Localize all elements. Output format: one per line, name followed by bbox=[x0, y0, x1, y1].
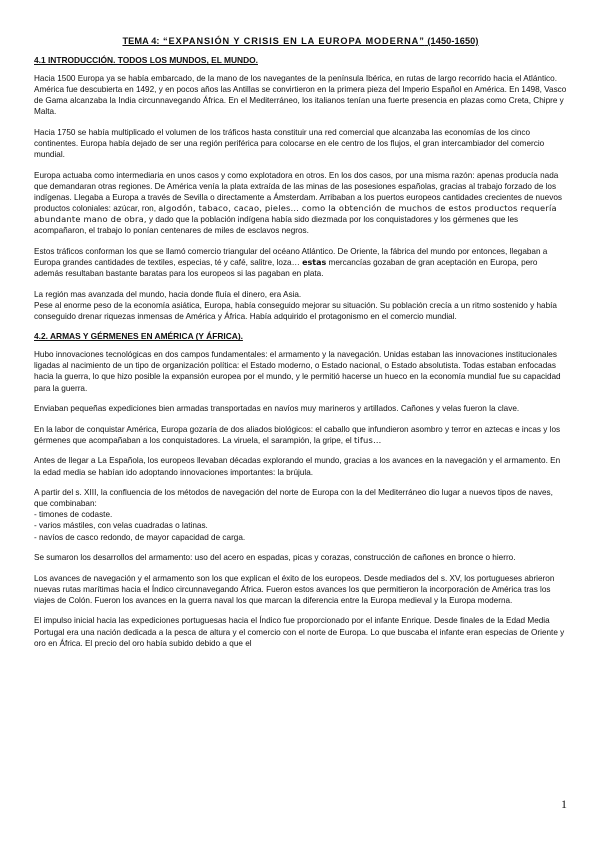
paragraph: A partir del s. XIII, la confluencia de los métodos de navegación del norte de Europa con la del Mediterráneo dio lugar a nuevos tipos de naves, que combinaban: bbox=[34, 488, 553, 509]
paragraph: El impulso inicial hacia las expediciones portuguesas hacia el Índico fue proporcionado por el infante Enrique. Desde finales de la Edad Media Portugal era una nación dedicada a la pesca de altura y el comercio con el norte de Europa. Lo que buscaba el infante eran especias de Oriente y oro en África. El precio del oro había subido debido a que el bbox=[34, 616, 565, 648]
list-item: - navíos de casco redondo, de mayor capacidad de carga. bbox=[34, 532, 246, 542]
title-years: (1450-1650) bbox=[424, 36, 479, 46]
paragraph: Enviaban pequeñas expediciones bien armadas transportadas en navíos muy marineros y artillados. Cañones y velas fueron la clave. bbox=[34, 404, 520, 414]
paragraph-text: tifus… bbox=[353, 434, 382, 445]
paragraph bbox=[34, 424, 567, 446]
section-heading-4-1: 4.1 INTRODUCCIÓN. TODOS LOS MUNDOS, EL MUNDO. bbox=[34, 55, 258, 65]
paragraph: La región mas avanzada del mundo, hacia donde fluía el dinero, era Asia. bbox=[34, 289, 302, 299]
title-main: “EXPANSIÓN Y CRISIS EN LA EUROPA MODERNA” bbox=[159, 36, 425, 46]
list-item: - varios mástiles, con velas cuadradas o latinas. bbox=[34, 521, 208, 531]
title-prefix: TEMA 4: bbox=[122, 36, 160, 46]
paragraph-text: En la labor de conquistar América, Europa gozaría de dos aliados biológicos: el caballo que infundieron asombro y terror en aztecas e incas y los gérmenes que acompañaban a los conquistadores. La viruela, el sarampión, la gripe, el bbox=[34, 424, 561, 445]
paragraph-text: y dado que la población indígena había sido diezmada por los conquistadores y los gérmenes que les acompañaron, el trabajo lo ponían centenares de miles de esclavos negros. bbox=[34, 215, 519, 236]
page-number: 1 bbox=[561, 797, 567, 811]
paragraph-text: mercancías gozaban de gran aceptación en Europa, pero además resultaban bastante baratas para los europeos si las pagaban en plata. bbox=[34, 257, 538, 278]
paragraph-text: algodón, tabaco, cacao, pieles… como la obtención de muchos de estos productos requería abundante mano de obra, bbox=[34, 202, 557, 225]
paragraph: Hacia 1500 Europa ya se había embarcado, de la mano de los navegantes de la península Ibérica, en rutas de largo recorrido hacia el Atlántico. América fue descubierta en 1492, y en pocos años las Antillas se convirtieron en la primera pieza del Imperio Español en América. En 1498, Vasco de Gama alcanzaba la India circunnavegando África. En el Mediterráneo, los italianos tenían una fuerte presencia en plazas como Creta, Chipre y Malta. bbox=[34, 74, 567, 117]
section-heading-4-2: 4.2. ARMAS Y GÉRMENES EN AMÉRICA (Y ÁFRICA). bbox=[34, 331, 243, 342]
paragraph: Pese al enorme peso de la economía asiática, Europa, había conseguido mejorar su situación. Su población crecía a un ritmo sostenido y había conseguido drenar riquezas inmensas de América y África. Había adquirido el protagonismo en el comercio mundial. bbox=[34, 300, 557, 321]
paragraph-text: Estos tráficos conforman los que se llamó comercio triangular del océano Atlántico. De Oriente, la fábrica del mundo por entonces, llegaban a Europa grandes cantidades de textiles, especias, té y café, salitre, loza… bbox=[34, 246, 548, 267]
paragraph: Hubo innovaciones tecnológicas en dos campos fundamentales: el armamento y la navegación. Unidas estaban las innovaciones institucionales ligadas al nacimiento de un tipo de organización política: el Estado moderno, o Estado nacional, o Estado absolutista. Todas estaban enfocadas hacia la guerra, lo que hizo posible la expansión europea por el mundo, y le permitió hacerse un hueco en la economía mundial fue su capacidad para la guerra. bbox=[34, 350, 561, 393]
paragraph: Antes de llegar a La Española, los europeos llevaban décadas explorando el mundo, gracias a los avances en la navegación y el armamento. En la edad media se habían ido adoptando innovaciones importantes: la brújula. bbox=[34, 456, 561, 477]
page-title bbox=[34, 36, 567, 46]
paragraph: Los avances de navegación y el armamento son los que explican el éxito de los europeos. Desde mediados del s. XV, los portugueses abrieron nuevas rutas marítimas hacia el Índico circunnavegando África. Fueron estos avances los que permitieron la incorporación de América tras los viajes de Colón. Fueron los avances en la guerra naval los que marcan la diferencia entre la Europa medieval y la Europa moderna. bbox=[34, 573, 555, 605]
paragraph bbox=[34, 246, 567, 279]
paragraph bbox=[34, 170, 567, 237]
document-body bbox=[34, 36, 567, 658]
paragraph-bold-text: estas bbox=[302, 257, 327, 267]
list-item: - timones de codaste. bbox=[34, 510, 113, 520]
paragraph: Hacia 1750 se había multiplicado el volumen de los tráficos hasta constituir una red comercial que alcanzaba las economías de los cinco continentes. Europa había dejado de ser una región periférica para colocarse en ele centro de los flujos, el gran intercambiador del comercio mundial. bbox=[34, 127, 545, 160]
paragraph: Se sumaron los desarrollos del armamento: uso del acero en espadas, picas y corazas, construcción de cañones en bronce o hierro. bbox=[34, 553, 516, 563]
paragraph-text: Europa actuaba como intermediaria en unos casos y como explotadora en otros. En los dos casos, por una misma razón: apenas producía nada que demandaran otras regiones. De América venía la plata extraída de las minas de las posesiones españolas, gracias al trabajo forzado de los indígenas. Llegaba a Europa a través de Sevilla o directamente a Ámsterdam. Arribaban a los puertos europeos cantidades crecientes de nuevos productos coloniales: azúcar, ron, bbox=[34, 170, 562, 213]
